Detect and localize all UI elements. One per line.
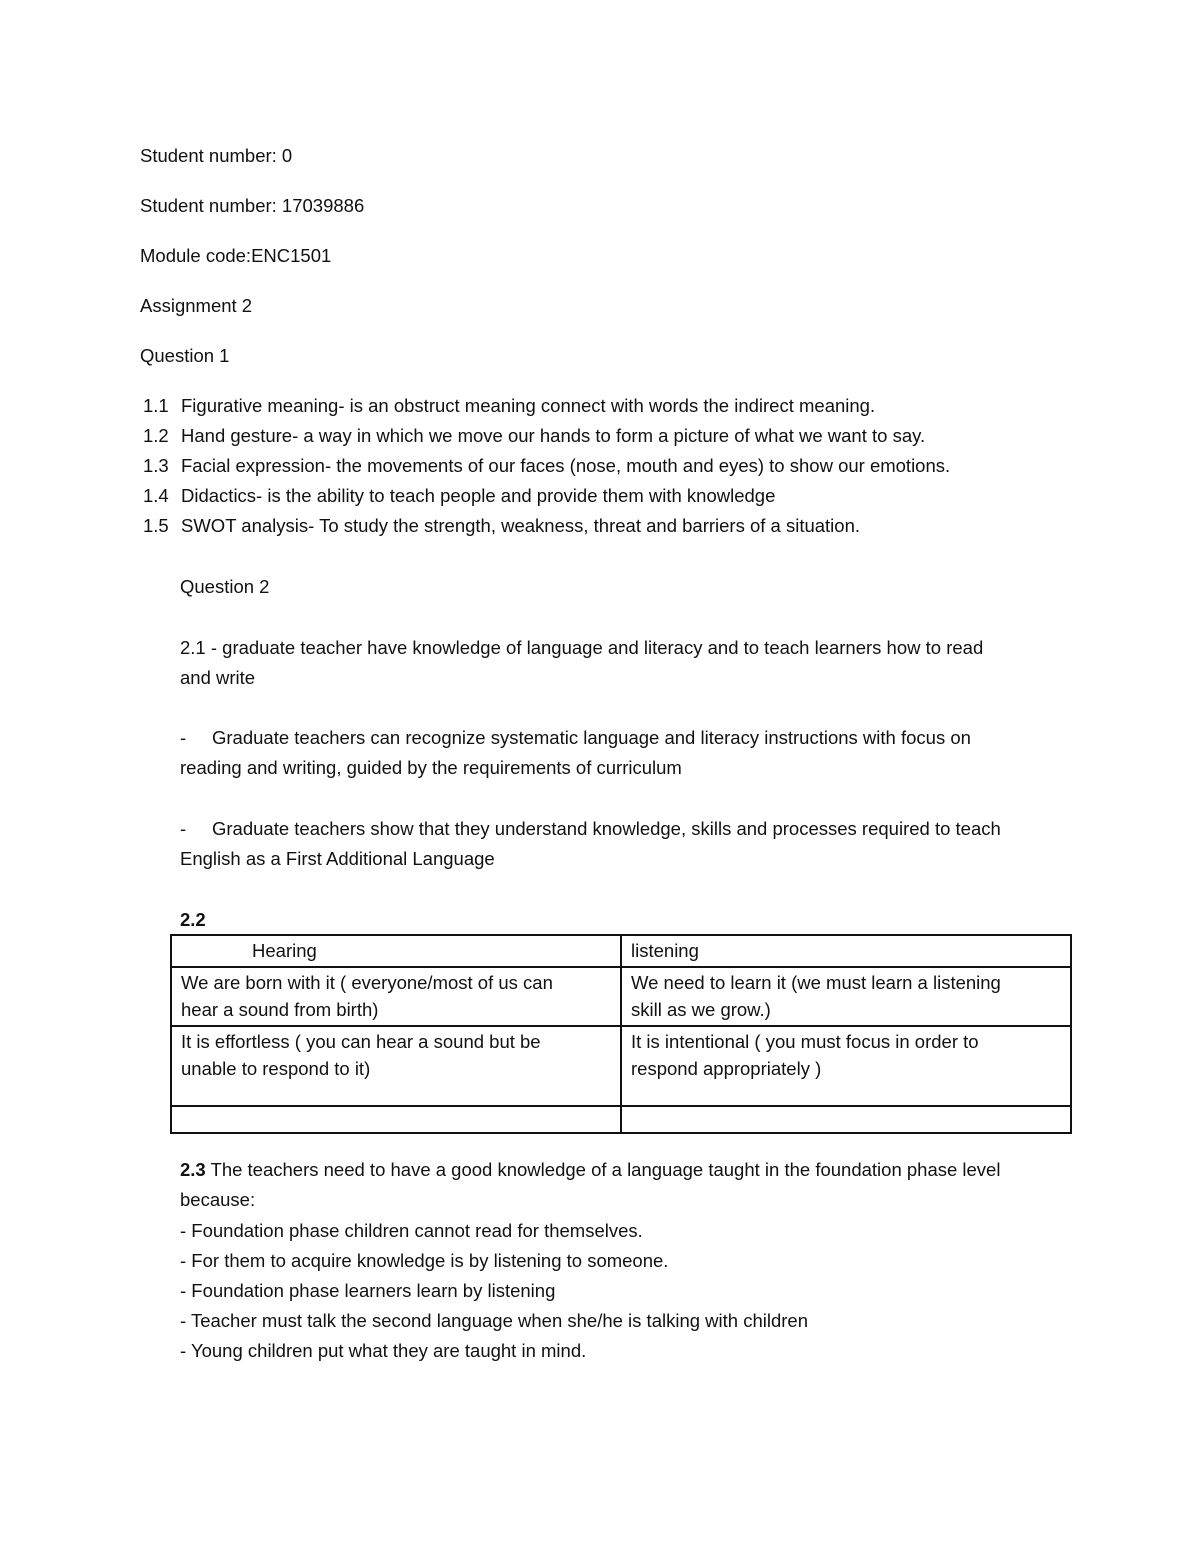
bullet-text: Graduate teachers show that they understand knowledge, skills and processes required to teach: [212, 818, 1001, 839]
cell-line: It is intentional ( you must focus in order to: [631, 1031, 979, 1052]
bullet-dash: -: [180, 818, 187, 839]
reason-point: - For them to acquire knowledge is by listening to someone.: [180, 1250, 669, 1271]
cell-line: It is effortless ( you can hear a sound but be: [181, 1031, 541, 1052]
assignment-title: Assignment 2: [140, 295, 253, 316]
reason-point: - Teacher must talk the second language when she/he is talking with children: [180, 1310, 808, 1331]
definition-item: [140, 425, 925, 447]
module-code-line: Module code:ENC1501: [140, 245, 332, 266]
answer-2-3-line-1: [180, 1159, 1000, 1181]
cell-line: respond appropriately ): [631, 1058, 822, 1079]
answer-2-1-bullet-2: [180, 818, 1001, 840]
answer-2-3-text: The teachers need to have a good knowledge of a language taught in the foundation phase level: [205, 1159, 1001, 1180]
hearing-vs-listening-table: [170, 934, 1072, 1134]
cell-line: We are born with it ( everyone/most of us can: [181, 972, 553, 993]
answer-2-1-bullet-1: [180, 727, 971, 749]
bullet-dash: -: [180, 727, 187, 748]
definition-text: Hand gesture- a way in which we move our hands to form a picture of what we want to say.: [181, 425, 926, 446]
table-cell: [171, 967, 621, 1026]
definition-text: Figurative meaning- is an obstruct meaning connect with words the indirect meaning.: [181, 395, 876, 416]
question-2-heading: Question 2: [180, 576, 270, 597]
definition-text: Didactics- is the ability to teach people and provide them with knowledge: [181, 485, 776, 506]
definition-item: [140, 485, 775, 507]
table-row: [171, 967, 1071, 1026]
table-cell-empty: [621, 1106, 1071, 1133]
cell-line: We need to learn it (we must learn a listening: [631, 972, 1001, 993]
cell-line: skill as we grow.): [631, 999, 771, 1020]
definition-text: SWOT analysis- To study the strength, weakness, threat and barriers of a situation.: [181, 515, 861, 536]
reason-point: - Young children put what they are taught in mind.: [180, 1340, 587, 1361]
answer-2-1-line-1: 2.1 - graduate teacher have knowledge of language and literacy and to teach learners how to read: [180, 637, 984, 658]
table-header-cell: Hearing: [171, 935, 621, 967]
definition-number: 1.2: [143, 425, 169, 446]
table-cell-empty: [171, 1106, 621, 1133]
bullet-text: Graduate teachers can recognize systematic language and literacy instructions with focus on: [212, 727, 971, 748]
answer-2-3-label: 2.3: [180, 1159, 206, 1180]
table-cell: [621, 1026, 1071, 1106]
answer-2-1-line-2: and write: [180, 667, 256, 688]
student-number-line-1: Student number: 0: [140, 145, 293, 166]
definition-number: 1.1: [143, 395, 169, 416]
answer-2-3-line-2: because:: [180, 1189, 256, 1210]
answer-2-1-bullet-2-cont: English as a First Additional Language: [180, 848, 495, 869]
question-1-heading: Question 1: [140, 345, 230, 366]
definition-item: [140, 515, 860, 537]
table-cell: [621, 967, 1071, 1026]
definition-number: 1.5: [143, 515, 169, 536]
definition-number: 1.3: [143, 455, 169, 476]
answer-2-2-label: 2.2: [180, 909, 206, 930]
table-cell: [171, 1026, 621, 1106]
student-number-line-2: Student number: 17039886: [140, 195, 365, 216]
definition-text: Facial expression- the movements of our faces (nose, mouth and eyes) to show our emotions.: [181, 455, 951, 476]
definition-number: 1.4: [143, 485, 169, 506]
table-header-cell: listening: [621, 935, 1071, 967]
definition-item: [140, 395, 875, 417]
cell-line: hear a sound from birth): [181, 999, 379, 1020]
reason-point: - Foundation phase learners learn by listening: [180, 1280, 556, 1301]
definition-item: [140, 455, 950, 477]
answer-2-1-bullet-1-cont: reading and writing, guided by the requirements of curriculum: [180, 757, 682, 778]
table-header-row: [171, 935, 1071, 967]
table-row-empty: [171, 1106, 1071, 1133]
table-row: [171, 1026, 1071, 1106]
cell-line: unable to respond to it): [181, 1058, 371, 1079]
reason-point: - Foundation phase children cannot read for themselves.: [180, 1220, 643, 1241]
